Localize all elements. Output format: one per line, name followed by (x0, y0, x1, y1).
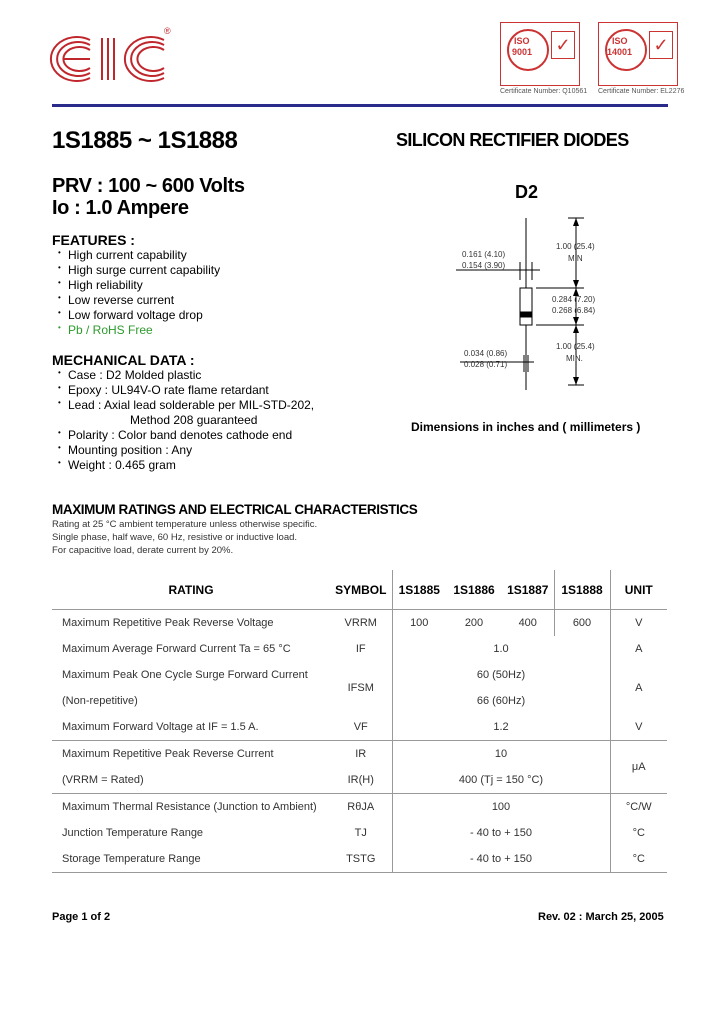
value-cell: 100 (410, 617, 429, 629)
rating-label: Junction Temperature Range (62, 827, 204, 839)
list-item: • High current capability (58, 248, 220, 263)
rating-label: (VRRM = Rated) (52, 767, 330, 794)
dim-body-dia-max: 0.161 (4.10) (462, 250, 506, 259)
symbol-cell: IFSM (330, 662, 392, 714)
list-item: • Low reverse current (58, 293, 220, 308)
symbol-cell: IR (330, 741, 392, 768)
table-row (52, 767, 667, 794)
dim-body-length-max: 0.284 (7.20) (552, 295, 596, 304)
table-row (52, 820, 667, 846)
registered-mark: ® (164, 26, 171, 36)
table-row (52, 741, 667, 768)
value-cell: 1.0 (392, 636, 610, 662)
iso9001-badge (500, 22, 580, 86)
dimensions-note: Dimensions in inches and ( millimeters ) (411, 420, 641, 434)
value-cell: 1.2 (392, 714, 610, 741)
iso14001-caption: Certificate Number: EL2276 (598, 88, 685, 95)
value-cell: 10 (392, 741, 610, 768)
rating-note: For capacitive load, derate current by 20%. (52, 545, 234, 556)
features-title: FEATURES : (52, 232, 135, 248)
product-title: SILICON RECTIFIER DIODES (396, 130, 629, 150)
unit-cell: °C/W (625, 801, 652, 813)
dim-lead-dia-min: 0.028 (0.71) (464, 360, 508, 369)
col-1s1885: 1S1885 (392, 570, 446, 610)
col-rating: RATING (52, 570, 330, 610)
rating-label: (Non-repetitive) (62, 695, 138, 707)
dim-lead-dia-max: 0.034 (0.86) (464, 349, 508, 358)
rating-label: Maximum Repetitive Peak Reverse Voltage (62, 617, 274, 629)
header-divider (52, 104, 668, 107)
symbol-cell: RθJA (330, 794, 392, 821)
eic-logo (44, 28, 194, 88)
value-cell: 100 (392, 794, 610, 821)
unit-cell: V (610, 714, 667, 741)
col-1s1888: 1S1888 (554, 570, 610, 610)
check-icon: ✓ (649, 31, 673, 59)
list-item: • Weight : 0.465 gram (58, 458, 314, 473)
list-item: • Lead : Axial lead solderable per MIL-STD-202, (58, 398, 314, 413)
rating-label: Storage Temperature Range (52, 846, 330, 873)
iso9001-number: 9001 (512, 47, 533, 57)
list-item: • Low forward voltage drop (58, 308, 220, 323)
table-row (52, 714, 667, 741)
col-symbol: SYMBOL (330, 570, 392, 610)
dim-min-bottom: MIN. (566, 354, 583, 363)
rating-note: Single phase, half wave, 60 Hz, resistive or inductive load. (52, 532, 298, 543)
unit-cell: °C (610, 846, 667, 873)
symbol-cell: IF (330, 636, 392, 662)
dim-lead-length-bottom: 1.00 (25.4) (556, 342, 595, 351)
check-icon: ✓ (551, 31, 575, 59)
symbol-cell: VRRM (330, 610, 392, 637)
list-item: • Mounting position : Any (58, 443, 314, 458)
value-cell: 400 (Tj = 150 °C) (392, 767, 610, 794)
unit-cell: °C (632, 827, 645, 839)
dim-min-top: MIN (568, 254, 583, 263)
revision-date: Rev. 02 : March 25, 2005 (538, 911, 664, 923)
table-header-row (52, 570, 667, 610)
list-item: • Case : D2 Molded plastic (58, 368, 314, 383)
col-unit: UNIT (610, 570, 667, 610)
rating-label: Maximum Average Forward Current Ta = 65 °C (62, 643, 291, 655)
list-item: • High surge current capability (58, 263, 220, 278)
table-row (52, 636, 667, 662)
ratings-title: MAXIMUM RATINGS AND ELECTRICAL CHARACTERISTICS (52, 502, 418, 517)
unit-cell: μA (610, 741, 667, 794)
iso14001-standard: ISO (612, 36, 628, 46)
symbol-cell: VF (330, 714, 392, 741)
iso14001-badge (598, 22, 678, 86)
dim-body-dia-min: 0.154 (3.90) (462, 261, 506, 270)
col-1s1886: 1S1886 (446, 570, 502, 610)
unit-cell: V (635, 617, 643, 629)
part-range: 1S1885 ~ 1S1888 (52, 127, 238, 154)
io-rating: Io : 1.0 Ampere (52, 197, 189, 219)
list-item: • Polarity : Color band denotes cathode end (58, 428, 314, 443)
rating-label: Maximum Peak One Cycle Surge Forward Current (62, 669, 308, 681)
rating-label: Maximum Thermal Resistance (Junction to Ambient) (62, 801, 317, 813)
page-number: Page 1 of 2 (52, 911, 111, 923)
list-item: • Epoxy : UL94V-O rate flame retardant (58, 383, 314, 398)
symbol-cell: TJ (330, 820, 392, 846)
rohs-item: • Pb / RoHS Free (58, 323, 220, 338)
value-cell: - 40 to + 150 (392, 846, 610, 873)
mechanical-title: MECHANICAL DATA : (52, 352, 195, 368)
rating-note: Rating at 25 °C ambient temperature unless otherwise specific. (52, 519, 318, 530)
value-cell: - 40 to + 150 (392, 820, 610, 846)
mechanical-list (58, 368, 314, 473)
package-name: D2 (515, 182, 539, 202)
dim-body-length-min: 0.268 (6.84) (552, 306, 596, 315)
table-row (52, 846, 667, 873)
features-list (58, 248, 220, 338)
symbol-cell: IR(H) (330, 767, 392, 794)
value-cell: 400 (502, 610, 554, 637)
ratings-table (52, 570, 667, 873)
iso9001-caption: Certificate Number: Q10561 (500, 88, 588, 95)
value-cell: 66 (60Hz) (392, 688, 610, 714)
table-row (52, 662, 667, 688)
unit-cell: A (635, 643, 643, 655)
dim-lead-length-top: 1.00 (25.4) (556, 242, 595, 251)
prv-rating: PRV : 100 ~ 600 Volts (52, 175, 245, 197)
value-cell: 200 (464, 617, 484, 629)
rating-label: Maximum Repetitive Peak Reverse Current (62, 748, 274, 760)
iso14001-number: 14001 (607, 47, 633, 57)
rating-label: Maximum Forward Voltage at IF = 1.5 A. (52, 714, 330, 741)
unit-cell: A (635, 682, 643, 694)
table-row (52, 610, 667, 637)
value-cell: 600 (554, 610, 610, 637)
iso9001-standard: ISO (514, 36, 530, 46)
table-row (52, 794, 667, 821)
list-item: • High reliability (58, 278, 220, 293)
col-1s1887: 1S1887 (502, 570, 554, 610)
value-cell: 60 (50Hz) (392, 662, 610, 688)
symbol-cell: TSTG (330, 846, 392, 873)
list-item-continuation: Method 208 guaranteed (130, 413, 258, 427)
